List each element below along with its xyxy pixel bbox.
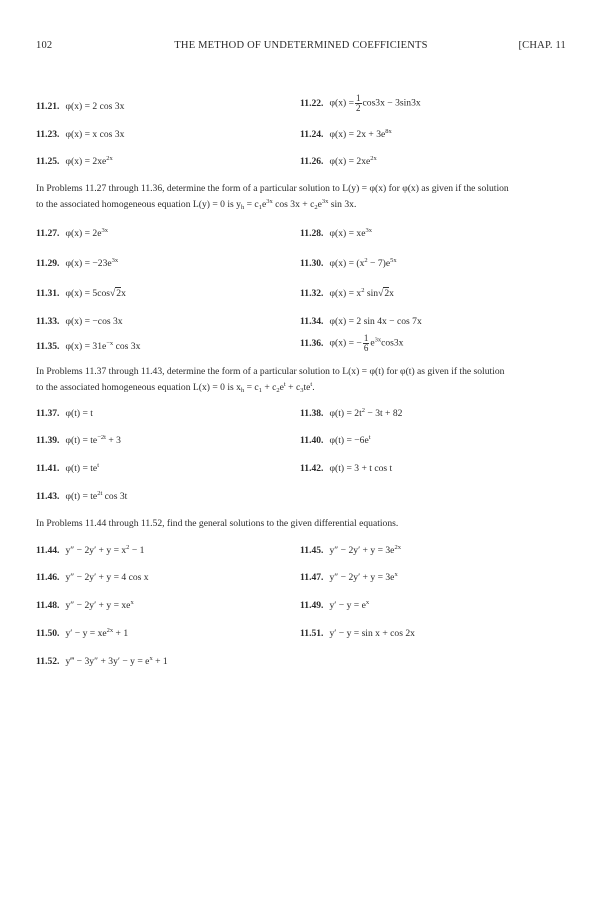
running-title: THE METHOD OF UNDETERMINED COEFFICIENTS xyxy=(174,40,428,51)
problem-row xyxy=(36,333,566,361)
problem-11-42: 11.42. φ(t) = 3 + t cos t xyxy=(300,463,393,474)
problem-row xyxy=(36,600,566,620)
problem-11-33: 11.33. φ(x) = −cos 3x xyxy=(36,316,123,327)
problem-11-21: 11.21. φ(x) = 2 cos 3x xyxy=(36,101,125,112)
fraction: $\frac{1}{6}$ xyxy=(363,333,369,353)
problem-11-45: 11.45. $y'' - 2y' + y = 3e^{2x}$ xyxy=(300,544,401,556)
problem-11-40: 11.40. $\varphi(t) = -6e^t$ xyxy=(300,434,371,446)
problem-row xyxy=(36,463,566,483)
problem-11-44: 11.44. $y'' - 2y' + y = x^2 - 1$ xyxy=(36,544,145,556)
sqrt-sign-icon: √ xyxy=(378,288,384,299)
problem-11-37: 11.37. φ(t) = t xyxy=(36,408,93,419)
problem-11-31: 11.31. φ(x) = 5cos√2x xyxy=(36,288,126,299)
problem-11-32: 11.32. $\varphi(x) = x^2$ sin√2x xyxy=(300,287,394,299)
problem-row xyxy=(36,93,566,121)
problem-11-27: 11.27. $\varphi(x) = 2e^{3x}$ xyxy=(36,227,108,239)
problem-row xyxy=(36,628,566,648)
problem-row xyxy=(36,288,566,308)
problem-11-49: 11.49. $y' - y = e^x$ xyxy=(300,599,370,611)
problem-11-47: 11.47. $y'' - 2y' + y = 3e^x$ xyxy=(300,571,398,583)
instruction-paragraph-2: In Problems 11.37 through 11.43, determine the form of a particular solution to L(x) = φ(t) for φ(t) as given if the solution to the associated homogeneous equation L(x) = 0 is $x_h = c_1 + c_2e^t + c_3te^t$. xyxy=(36,366,505,394)
fraction: $\frac{1}{2}$ xyxy=(356,93,361,113)
problem-11-39: 11.39. $\varphi(t) = te^{-2t} + 3$ xyxy=(36,434,121,446)
problem-11-28: 11.28. $\varphi(x) = xe^{3x}$ xyxy=(300,227,372,239)
problem-11-36: 11.36. φ(x) = − $\frac{1}{6}$ $e^{3x}\cos 3x$ xyxy=(300,333,404,353)
problem-row xyxy=(36,258,566,278)
problem-row xyxy=(36,435,566,455)
problem-11-25: 11.25. $\varphi(x) = 2xe^{2x}$ xyxy=(36,155,113,167)
problem-11-51: 11.51. y′ − y = sin x + cos 2x xyxy=(300,628,415,639)
instruction-paragraph-3: In Problems 11.44 through 11.52, find the general solutions to the given differential equations. xyxy=(36,518,399,529)
page-header xyxy=(36,40,566,56)
problem-row xyxy=(36,228,566,248)
problem-row xyxy=(36,545,566,565)
problem-11-22: 11.22. φ(x) = $\frac{1}{2}$ cos3x − 3sin3x xyxy=(300,93,421,113)
problem-row xyxy=(36,408,566,428)
problem-row xyxy=(36,156,566,176)
problem-11-41: 11.41. $\varphi(t) = te^t$ xyxy=(36,462,100,474)
problem-11-34: 11.34. φ(x) = 2 sin 4x − cos 7x xyxy=(300,316,422,327)
problem-11-50: 11.50. $y' - y = xe^{2x} + 1$ xyxy=(36,627,129,639)
problem-11-35: 11.35. $\varphi(x) = 31e^{-x}$ cos 3x xyxy=(36,340,141,352)
page-number: 102 xyxy=(36,40,53,51)
problem-11-52: 11.52. y‴ − $3y'' + 3y' - y = e^x + 1$ xyxy=(36,655,168,667)
problem-11-38: 11.38. $\varphi(t) = 2t^2 - 3t + 82$ xyxy=(300,407,403,419)
problem-row xyxy=(36,491,566,511)
problem-11-48: 11.48. $y'' - 2y' + y = xe^x$ xyxy=(36,599,134,611)
problem-11-23: 11.23. φ(x) = x cos 3x xyxy=(36,129,125,140)
problem-11-24: 11.24. $\varphi(x) = 2x + 3e^{8x}$ xyxy=(300,128,392,140)
problem-row xyxy=(36,572,566,592)
instruction-paragraph-1: In Problems 11.27 through 11.36, determine the form of a particular solution to L(y) = φ(x) for φ(x) as given if the solution to the associated homogeneous equation L(y) = 0 is $y_h = c_1e^{3x}$ $\cos 3x + c_2e^{3x}$ sin 3x. xyxy=(36,183,509,211)
problem-row xyxy=(36,129,566,149)
problem-11-43: 11.43. $\varphi(t) = te^{2t}$ cos 3t xyxy=(36,490,128,502)
chapter-label: [CHAP. 11 xyxy=(518,40,566,51)
sqrt-sign-icon: √ xyxy=(110,288,116,299)
problem-11-30: 11.30. $\varphi(x) = (x^2 - 7)e^{5x}$ xyxy=(300,257,397,269)
problem-11-26: 11.26. $\varphi(x) = 2xe^{2x}$ xyxy=(300,155,377,167)
problem-11-29: 11.29. $\varphi(x) = -23e^{3x}$ xyxy=(36,257,119,269)
problem-row xyxy=(36,316,566,336)
problem-row xyxy=(36,656,566,676)
problem-11-46: 11.46. y″ − 2y′ + y = 4 cos x xyxy=(36,572,149,583)
